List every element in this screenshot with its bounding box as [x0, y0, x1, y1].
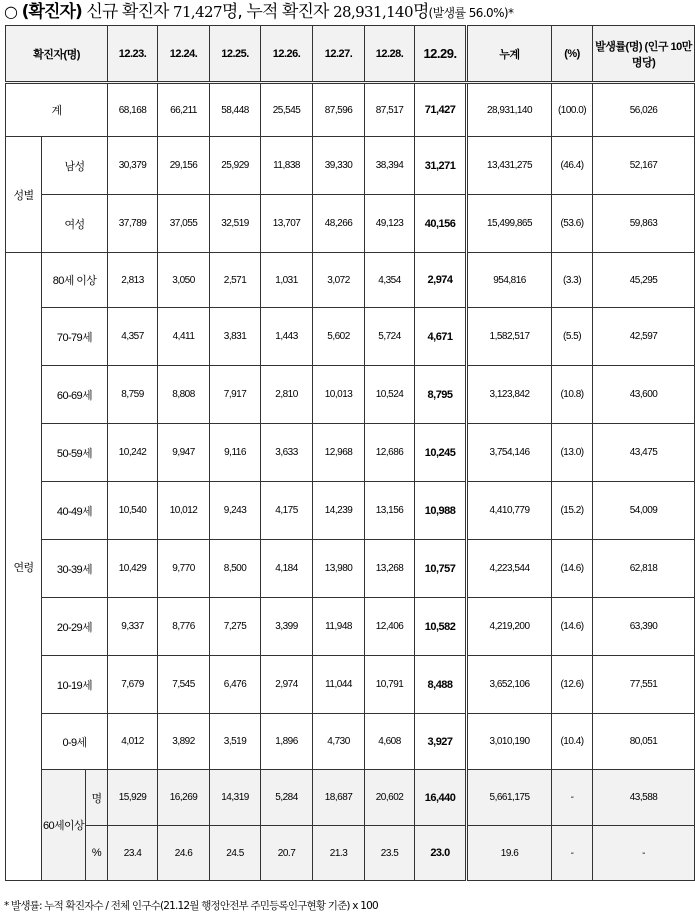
value-cell: 13,268 [365, 540, 415, 598]
value-cell: 11,838 [261, 137, 313, 195]
value-cell: 9,337 [108, 598, 158, 656]
row-label: 40-49세 [42, 482, 108, 540]
value-cell: 38,394 [365, 137, 415, 195]
cumulative-cell: 4,223,544 [467, 540, 552, 598]
header-label: 확진자(명) [6, 26, 108, 83]
value-cell: 2,813 [108, 253, 158, 308]
value-cell: 11,948 [313, 598, 365, 656]
value-cell: 8,776 [158, 598, 210, 656]
circle-bullet-icon: ○ [4, 2, 18, 21]
value-cell: 9,770 [158, 540, 210, 598]
value-cell: 4,730 [313, 714, 365, 770]
value-cell: 7,917 [210, 366, 261, 424]
value-cell: 8,488 [415, 656, 467, 714]
value-cell: 5,724 [365, 308, 415, 366]
value-cell: 14,239 [313, 482, 365, 540]
footnote: * 발생률: 누적 확진자수 / 전체 인구수(21.12월 행정안전부 주민등록인구현황 기준) x 100 [4, 900, 378, 912]
percent-cell: (3.3) [552, 253, 593, 308]
value-cell: 13,980 [313, 540, 365, 598]
value-cell: 10,540 [108, 482, 158, 540]
rate-cell: 52,167 [593, 137, 695, 195]
header-date: 12.23. [108, 26, 158, 83]
value-cell: 10,012 [158, 482, 210, 540]
cumulative-cell: 28,931,140 [467, 83, 552, 137]
rate-cell: 63,390 [593, 598, 695, 656]
value-cell: 13,707 [261, 195, 313, 253]
value-cell: 25,929 [210, 137, 261, 195]
value-cell: 71,427 [415, 83, 467, 137]
row-label: 70-79세 [42, 308, 108, 366]
value-cell: 2,974 [261, 656, 313, 714]
value-cell: 9,243 [210, 482, 261, 540]
age-row [6, 308, 695, 366]
value-cell: 10,013 [313, 366, 365, 424]
value-cell: 10,757 [415, 540, 467, 598]
row-label: 60-69세 [42, 366, 108, 424]
percent-cell: (15.2) [552, 482, 593, 540]
value-cell: 3,831 [210, 308, 261, 366]
cumulative-cell: 3,754,146 [467, 424, 552, 482]
value-cell: 39,330 [313, 137, 365, 195]
value-cell: 1,031 [261, 253, 313, 308]
value-cell: 4,184 [261, 540, 313, 598]
value-cell: 5,602 [313, 308, 365, 366]
title-text-1: 신규 확진자 [81, 2, 174, 22]
value-cell: 3,927 [415, 714, 467, 770]
age-group-label: 연령 [6, 253, 42, 881]
cumulative-cell: 3,010,190 [467, 714, 552, 770]
confirmed-cases-table [5, 25, 695, 881]
value-cell: 40,156 [415, 195, 467, 253]
cumulative-cell: 15,499,865 [467, 195, 552, 253]
header-date: 12.25. [210, 26, 261, 83]
rate-cell: 80,051 [593, 714, 695, 770]
value-cell: 8,500 [210, 540, 261, 598]
rate-cell: 42,597 [593, 308, 695, 366]
value-cell: 37,055 [158, 195, 210, 253]
cumulative-cell: 1,582,517 [467, 308, 552, 366]
percent-cell: (5.5) [552, 308, 593, 366]
value-cell: 4,411 [158, 308, 210, 366]
value-cell: 12,686 [365, 424, 415, 482]
cumulative-cell: 4,219,200 [467, 598, 552, 656]
value-cell: 16,269 [158, 770, 210, 826]
value-cell: 24.6 [158, 826, 210, 881]
age-row [6, 366, 695, 424]
rate-cell: 77,551 [593, 656, 695, 714]
value-cell: 23.5 [365, 826, 415, 881]
over60-label: 60세이상 [42, 770, 86, 881]
value-cell: 87,517 [365, 83, 415, 137]
rate-cell: 56,026 [593, 83, 695, 137]
percent-cell: (100.0) [552, 83, 593, 137]
value-cell: 3,072 [313, 253, 365, 308]
value-cell: 7,275 [210, 598, 261, 656]
rate-cell: 43,600 [593, 366, 695, 424]
percent-cell: (10.8) [552, 366, 593, 424]
value-cell: 24.5 [210, 826, 261, 881]
incidence-rate: (발생률 56.0%)* [428, 6, 514, 20]
age-row [6, 253, 695, 308]
value-cell: 16,440 [415, 770, 467, 826]
value-cell: 30,379 [108, 137, 158, 195]
value-cell: 3,633 [261, 424, 313, 482]
value-cell: 4,357 [108, 308, 158, 366]
value-cell: 32,519 [210, 195, 261, 253]
value-cell: 4,012 [108, 714, 158, 770]
rate-cell: 54,009 [593, 482, 695, 540]
percent-cell: (14.6) [552, 598, 593, 656]
row-label: 50-59세 [42, 424, 108, 482]
age-row [6, 540, 695, 598]
value-cell: 8,795 [415, 366, 467, 424]
value-cell: 23.4 [108, 826, 158, 881]
percent-cell: (53.6) [552, 195, 593, 253]
value-cell: 29,156 [158, 137, 210, 195]
header-date: 12.27. [313, 26, 365, 83]
row-label: 10-19세 [42, 656, 108, 714]
value-cell: 1,896 [261, 714, 313, 770]
value-cell: 10,245 [415, 424, 467, 482]
over60-percent-row [6, 826, 695, 881]
value-cell: 11,044 [313, 656, 365, 714]
header-percent: (%) [552, 26, 593, 83]
cumulative-cell: 5,661,175 [467, 770, 552, 826]
value-cell: 12,968 [313, 424, 365, 482]
total-label: 계 [6, 83, 108, 137]
cumulative-cell: 3,652,106 [467, 656, 552, 714]
value-cell: 2,974 [415, 253, 467, 308]
unit-label: 명 [86, 770, 108, 826]
sex-row [6, 137, 695, 195]
value-cell: 6,476 [210, 656, 261, 714]
percent-cell: (12.6) [552, 656, 593, 714]
percent-cell: - [552, 770, 593, 826]
value-cell: 87,596 [313, 83, 365, 137]
value-cell: 7,545 [158, 656, 210, 714]
header-rate: 발생률(명) (인구 10만명당) [593, 26, 695, 83]
age-row [6, 482, 695, 540]
value-cell: 10,242 [108, 424, 158, 482]
header-date: 12.29. [415, 26, 467, 83]
value-cell: 7,679 [108, 656, 158, 714]
value-cell: 14,319 [210, 770, 261, 826]
page-title [4, 0, 513, 24]
value-cell: 49,123 [365, 195, 415, 253]
value-cell: 4,175 [261, 482, 313, 540]
value-cell: 8,759 [108, 366, 158, 424]
value-cell: 68,168 [108, 83, 158, 137]
row-label: 0-9세 [42, 714, 108, 770]
total-row [6, 83, 695, 137]
percent-cell: (13.0) [552, 424, 593, 482]
value-cell: 10,791 [365, 656, 415, 714]
value-cell: 10,582 [415, 598, 467, 656]
header-total: 누계 [467, 26, 552, 83]
value-cell: 31,271 [415, 137, 467, 195]
value-cell: 2,571 [210, 253, 261, 308]
value-cell: 25,545 [261, 83, 313, 137]
value-cell: 10,429 [108, 540, 158, 598]
cumulative-cell: 4,410,779 [467, 482, 552, 540]
unit-label: % [86, 826, 108, 881]
value-cell: 20.7 [261, 826, 313, 881]
value-cell: 66,211 [158, 83, 210, 137]
value-cell: 18,687 [313, 770, 365, 826]
value-cell: 10,988 [415, 482, 467, 540]
cumulative-cell: 19.6 [467, 826, 552, 881]
rate-cell: 43,475 [593, 424, 695, 482]
value-cell: 3,519 [210, 714, 261, 770]
value-cell: 8,808 [158, 366, 210, 424]
age-row [6, 714, 695, 770]
rate-cell: 43,588 [593, 770, 695, 826]
title-label: (확진자) [21, 2, 82, 22]
header-row [6, 26, 695, 83]
value-cell: 37,789 [108, 195, 158, 253]
value-cell: 2,810 [261, 366, 313, 424]
value-cell: 23.0 [415, 826, 467, 881]
age-row [6, 656, 695, 714]
row-label: 80세 이상 [42, 253, 108, 308]
cumulative-cases-count: 28,931,140 [333, 3, 413, 21]
value-cell: 3,399 [261, 598, 313, 656]
value-cell: 1,443 [261, 308, 313, 366]
value-cell: 3,050 [158, 253, 210, 308]
value-cell: 13,156 [365, 482, 415, 540]
row-label: 남성 [42, 137, 108, 195]
sex-row [6, 195, 695, 253]
percent-cell: (46.4) [552, 137, 593, 195]
value-cell: 4,608 [365, 714, 415, 770]
title-text-3: 명 [412, 2, 429, 22]
value-cell: 15,929 [108, 770, 158, 826]
value-cell: 58,448 [210, 83, 261, 137]
value-cell: 10,524 [365, 366, 415, 424]
cumulative-cell: 3,123,842 [467, 366, 552, 424]
value-cell: 4,671 [415, 308, 467, 366]
value-cell: 12,406 [365, 598, 415, 656]
value-cell: 20,602 [365, 770, 415, 826]
row-label: 30-39세 [42, 540, 108, 598]
header-date: 12.28. [365, 26, 415, 83]
cumulative-cell: 13,431,275 [467, 137, 552, 195]
value-cell: 9,116 [210, 424, 261, 482]
row-label: 여성 [42, 195, 108, 253]
header-date: 12.26. [261, 26, 313, 83]
rate-cell: 59,863 [593, 195, 695, 253]
value-cell: 3,892 [158, 714, 210, 770]
header-date: 12.24. [158, 26, 210, 83]
rate-cell: 45,295 [593, 253, 695, 308]
value-cell: 48,266 [313, 195, 365, 253]
cumulative-cell: 954,816 [467, 253, 552, 308]
value-cell: 4,354 [365, 253, 415, 308]
value-cell: 21.3 [313, 826, 365, 881]
percent-cell: - [552, 826, 593, 881]
value-cell: 5,284 [261, 770, 313, 826]
percent-cell: (14.6) [552, 540, 593, 598]
age-row [6, 424, 695, 482]
row-label: 20-29세 [42, 598, 108, 656]
age-row [6, 598, 695, 656]
title-text-2: 명, 누적 확진자 [221, 2, 334, 22]
rate-cell: - [593, 826, 695, 881]
rate-cell: 62,818 [593, 540, 695, 598]
percent-cell: (10.4) [552, 714, 593, 770]
sex-group-label: 성별 [6, 137, 42, 253]
value-cell: 9,947 [158, 424, 210, 482]
new-cases-count: 71,427 [173, 3, 222, 21]
over60-count-row [6, 770, 695, 826]
